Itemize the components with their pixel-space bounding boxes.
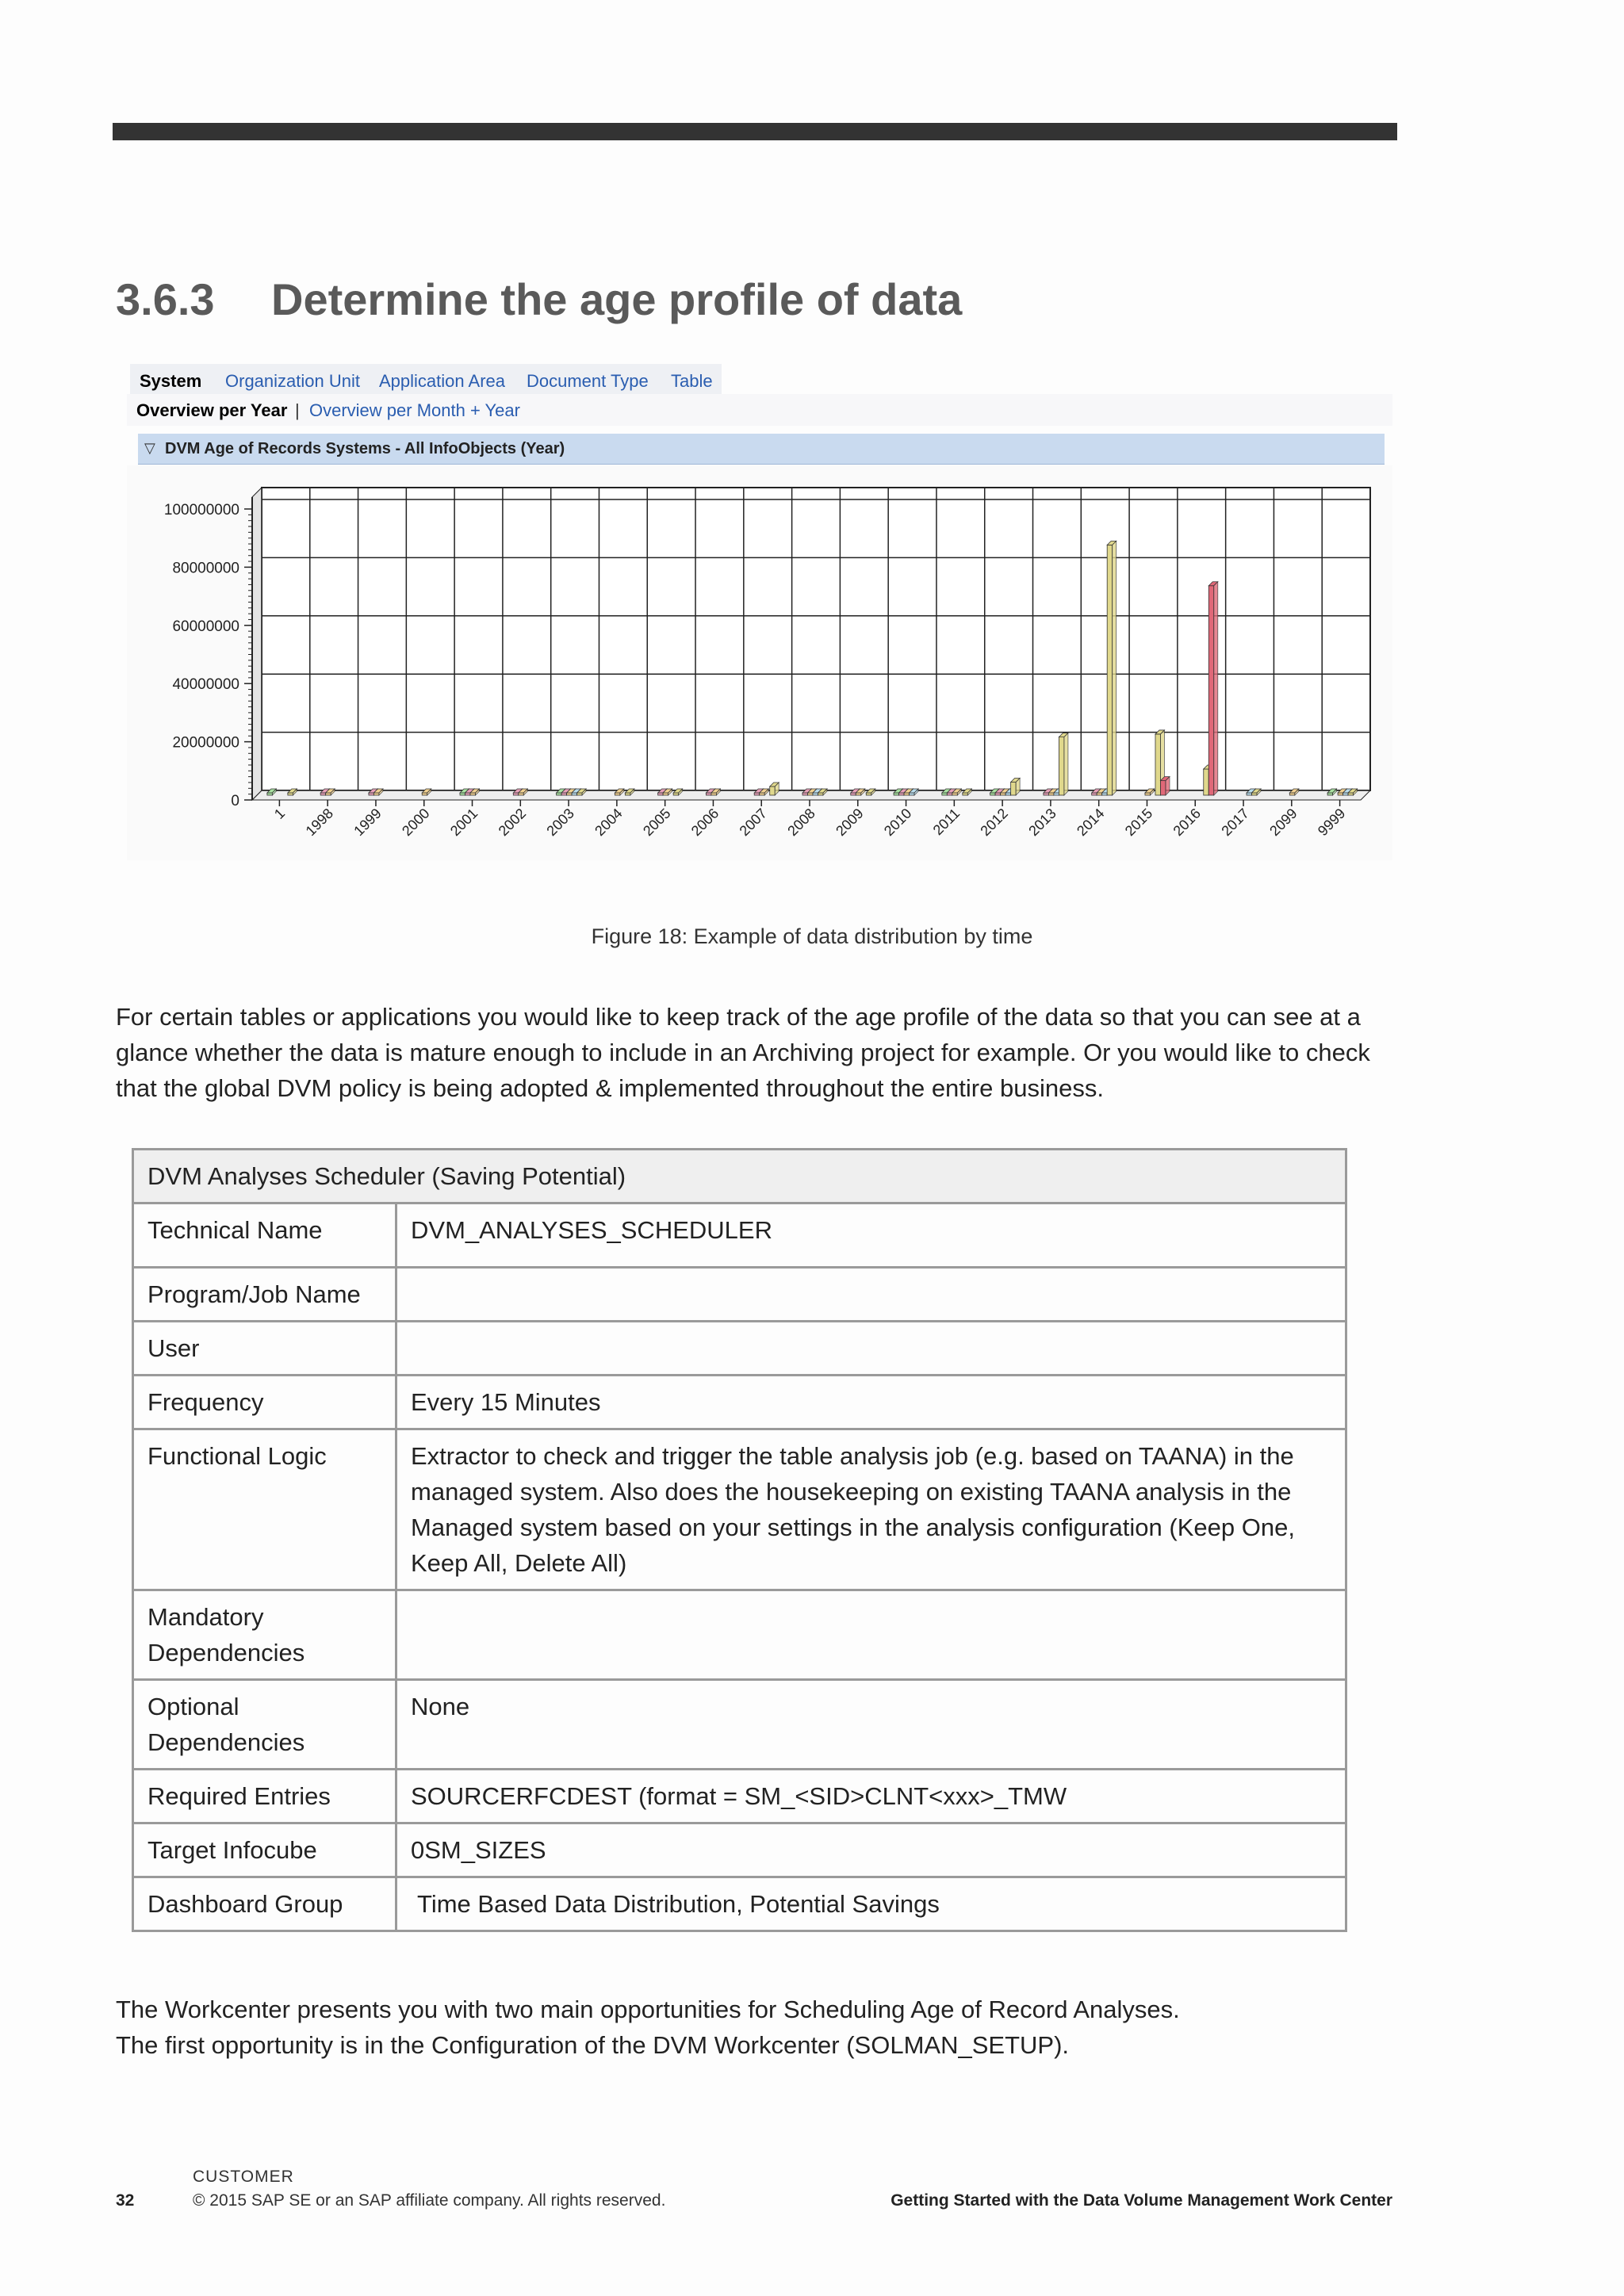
row-value: Extractor to check and trigger the table analysis job (e.g. based on TAANA) in the managed system. Also does the housekeeping on existing TAANA analysis in the Managed system based on your settings in the analysis configuration (Keep One, Keep All, Delete All) <box>396 1429 1346 1590</box>
x-tick-label: 9999 <box>1314 805 1349 840</box>
bar <box>557 793 562 795</box>
bar <box>561 793 567 795</box>
bar <box>1247 793 1252 795</box>
row-value: 0SM_SIZES <box>396 1823 1346 1877</box>
bar <box>1289 793 1295 795</box>
bar <box>947 793 952 795</box>
bar <box>1208 586 1214 795</box>
bar <box>1145 793 1151 795</box>
table-row <box>133 1203 1346 1268</box>
bar <box>288 793 293 795</box>
bar <box>1001 793 1006 795</box>
y-tick-label: 40000000 <box>172 676 239 694</box>
age-profile-bar-chart <box>127 465 1392 860</box>
subtab-overview-per-year[interactable]: Overview per Year <box>136 400 288 420</box>
plot-side-wall <box>252 488 262 800</box>
section-heading <box>116 274 962 325</box>
bar-side <box>1064 733 1068 795</box>
bar <box>1327 793 1333 795</box>
row-value: DVM_ANALYSES_SCHEDULER <box>396 1203 1346 1268</box>
bar <box>1102 793 1108 795</box>
table-row <box>133 1590 1346 1680</box>
bar <box>1005 793 1011 795</box>
bar <box>470 793 476 795</box>
job-info-table <box>132 1148 1347 1932</box>
table-row <box>133 1823 1346 1877</box>
bar <box>899 793 905 795</box>
bar <box>770 786 776 795</box>
bar <box>519 793 524 795</box>
x-tick-label: 2010 <box>880 805 915 840</box>
x-tick-label: 1 <box>270 805 289 822</box>
table-row <box>133 1680 1346 1770</box>
row-value: None <box>396 1680 1346 1770</box>
y-tick-label: 80000000 <box>172 560 239 577</box>
x-tick-label: 2012 <box>977 805 1011 840</box>
x-tick-label: 2004 <box>592 805 626 840</box>
bar <box>711 793 717 795</box>
bar <box>326 793 331 795</box>
bar <box>1097 793 1102 795</box>
row-key: Required Entries <box>133 1770 396 1823</box>
bar <box>904 793 910 795</box>
chart-area <box>127 465 1392 860</box>
row-key: Dashboard Group <box>133 1877 396 1931</box>
bar <box>760 793 765 795</box>
x-tick-label: 2014 <box>1074 805 1108 840</box>
x-tick-label: 2002 <box>495 805 530 840</box>
closing-paragraph <box>116 1992 1400 2063</box>
bar <box>856 793 861 795</box>
subtab-bar <box>127 394 1392 426</box>
plot-background <box>262 488 1370 790</box>
bar <box>1252 793 1258 795</box>
footer-classification: CUSTOMER <box>193 2168 294 2186</box>
bar <box>1338 793 1343 795</box>
bar <box>1160 781 1166 795</box>
table-row <box>133 1322 1346 1376</box>
row-key: Optional Dependencies <box>133 1680 396 1770</box>
bar <box>802 793 808 795</box>
table-header-row <box>133 1150 1346 1203</box>
subtab-overview-per-month-year[interactable]: Overview per Month + Year <box>309 400 520 420</box>
bar <box>572 793 577 795</box>
bar <box>465 793 471 795</box>
collapse-triangle-icon[interactable]: ▽ <box>144 440 155 456</box>
row-key: Frequency <box>133 1376 396 1429</box>
bar <box>910 793 915 795</box>
chart-panel-title: DVM Age of Records Systems - All InfoObjects (Year) <box>165 440 565 457</box>
x-tick-label: 1998 <box>302 805 337 840</box>
bar <box>320 793 326 795</box>
bar <box>1059 737 1064 795</box>
x-tick-label: 1999 <box>350 805 385 840</box>
tab-bar <box>130 364 722 394</box>
row-key: Program/Job Name <box>133 1268 396 1322</box>
bar <box>1343 793 1349 795</box>
bar <box>373 793 379 795</box>
table-row <box>133 1268 1346 1322</box>
bar <box>1054 793 1059 795</box>
x-tick-label: 2008 <box>784 805 818 840</box>
bar <box>851 793 856 795</box>
row-value <box>396 1590 1346 1680</box>
intro-paragraph-text: For certain tables or applications you would like to keep track of the age profile of the data so that you can see at a glance whether the data is mature enough to include in an Archiving project for example. Or you would like to check that the global DVM policy is being adopted & implemented throughout the entire business. <box>116 1003 1370 1102</box>
x-tick-label: 2015 <box>1121 805 1156 840</box>
subtab-separator: | <box>295 400 300 420</box>
figure-caption: Figure 18: Example of data distribution by time <box>591 924 1033 948</box>
closing-line-2: The first opportunity is in the Configuration of the DVM Workcenter (SOLMAN_SETUP). <box>116 2031 1070 2059</box>
x-tick-label: 2016 <box>1170 805 1205 840</box>
table-header: DVM Analyses Scheduler (Saving Potential) <box>133 1150 1346 1203</box>
row-value <box>396 1268 1346 1322</box>
bar <box>1011 782 1017 795</box>
bar <box>369 793 374 795</box>
bar <box>663 793 668 795</box>
row-value <box>396 1322 1346 1376</box>
bar <box>577 793 583 795</box>
bar <box>422 793 427 795</box>
bar <box>673 793 679 795</box>
section-number: 3.6.3 <box>116 274 215 324</box>
bar <box>267 793 273 795</box>
bar <box>813 793 818 795</box>
bar <box>513 793 519 795</box>
tab-table[interactable]: Table <box>671 371 713 391</box>
row-key: Functional Logic <box>133 1429 396 1590</box>
bar <box>894 793 899 795</box>
tab-organization-unit[interactable]: Organization Unit <box>225 371 360 391</box>
bar <box>942 793 948 795</box>
tab-application-area[interactable]: Application Area <box>379 371 505 391</box>
x-tick-label: 2009 <box>833 805 867 840</box>
bar-side <box>1214 582 1218 795</box>
bar <box>818 793 824 795</box>
chart-panel-header[interactable] <box>138 434 1385 465</box>
row-key: Mandatory Dependencies <box>133 1590 396 1680</box>
bar-side <box>1113 541 1116 795</box>
bar <box>808 793 814 795</box>
bar <box>990 793 996 795</box>
closing-line-1: The Workcenter presents you with two main opportunities for Scheduling Age of Record Analyses. <box>116 1996 1180 2023</box>
x-tick-label: 2099 <box>1266 805 1300 840</box>
x-tick-label: 2007 <box>736 805 771 840</box>
row-value: Time Based Data Distribution, Potential Savings <box>396 1877 1346 1931</box>
x-tick-label: 2011 <box>929 805 963 839</box>
x-tick-label: 2005 <box>640 805 674 840</box>
bar <box>1155 734 1161 795</box>
footer-page-number: 32 <box>116 2191 135 2210</box>
table-row <box>133 1376 1346 1429</box>
footer-copyright: © 2015 SAP SE or an SAP affiliate company. All rights reserved. <box>193 2191 666 2210</box>
x-tick-label: 2001 <box>446 805 481 840</box>
y-tick-label: 20000000 <box>172 734 239 752</box>
y-tick-label: 60000000 <box>172 618 239 635</box>
x-tick-label: 2013 <box>1025 805 1059 840</box>
footer-document-title: Getting Started with the Data Volume Management Work Center <box>891 2191 1392 2210</box>
bar <box>1048 793 1054 795</box>
bar <box>625 793 630 795</box>
intro-paragraph <box>116 999 1400 1106</box>
tab-system[interactable]: System <box>140 371 202 391</box>
x-tick-label: 2006 <box>688 805 722 840</box>
bar <box>1092 793 1097 795</box>
bar <box>706 793 711 795</box>
header-rule <box>113 123 1397 140</box>
table-row <box>133 1770 1346 1823</box>
bar <box>1107 545 1113 795</box>
bar <box>866 793 871 795</box>
table-row <box>133 1877 1346 1931</box>
bar <box>963 793 968 795</box>
table-row <box>133 1429 1346 1590</box>
row-key: Target Infocube <box>133 1823 396 1877</box>
x-tick-label: 2017 <box>1218 805 1252 840</box>
x-tick-label: 2000 <box>399 805 433 840</box>
row-key: Technical Name <box>133 1203 396 1268</box>
section-title: Determine the age profile of data <box>271 274 963 324</box>
row-key: User <box>133 1322 396 1376</box>
bar <box>460 793 465 795</box>
bar <box>1044 793 1049 795</box>
y-tick-label: 100000000 <box>163 502 239 519</box>
bar <box>754 793 760 795</box>
bar <box>658 793 664 795</box>
bar <box>1348 793 1354 795</box>
bar <box>952 793 958 795</box>
bar <box>1204 769 1209 795</box>
y-tick-label: 0 <box>231 793 239 809</box>
tab-document-type[interactable]: Document Type <box>527 371 649 391</box>
screenshot-figure <box>127 361 1392 860</box>
row-value: SOURCERFCDEST (format = SM_<SID>CLNT<xxx>_TMW <box>396 1770 1346 1823</box>
bar <box>615 793 620 795</box>
bar <box>995 793 1001 795</box>
x-tick-label: 2003 <box>543 805 577 840</box>
bar <box>567 793 573 795</box>
row-value: Every 15 Minutes <box>396 1376 1346 1429</box>
